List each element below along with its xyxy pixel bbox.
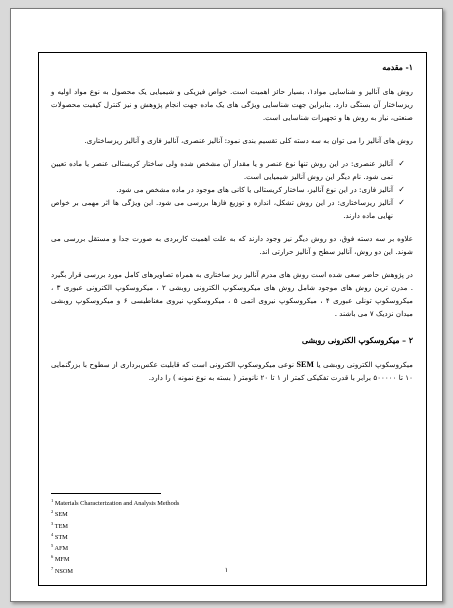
footnotes: [51, 497, 251, 576]
research-scope-paragraph: در پژوهش حاضر سعی شده است روش های مدرم آنالیز ریز ساختاری به همراه تصاویرهای کامل مورد بررسی قرار بگیرد . مدرن ترین روش های موجود شامل روش های میکروسکوپ الکترونی روبشی ۲ ، میکروسکوپ الکترونی عبوری ۳ ، میکروسکوپ تونلی عبوری ۴ ، میکروسکوپ نیروی اتمی ۵ ، میکروسکوپ نیروی مغناطیسی ۶ و میکروسکوپ روبشی میدان نزدیک ۷ می باشند .: [51, 270, 414, 318]
check-icon: ✓: [398, 198, 405, 207]
section-heading-sem: ۲ – میکروسکوپ الکترونی روبشی: [301, 336, 413, 345]
list-item-text: آنالیز ریزساختاری: در این روش تشکل، اندازه و توزیع فازها بررسی می شود. این ویژگی ها اثر مهمی بر خواص نهایی ماده دارند.: [51, 198, 393, 220]
footnote-separator: [51, 493, 161, 494]
list-item: [51, 196, 405, 222]
additional-methods-paragraph: علاوه بر سه دسته فوق، دو روش دیگر نیز وجود دارند که به علت اهمیت کاربردی به صورت جدا و مستقل بررسی می شوند. این دو روش، آنالیز سطح و آنالیز حرارتی اند.: [51, 234, 413, 256]
footnote: $^4$ STM: [51, 531, 68, 541]
sem-abbreviation: SEM: [296, 360, 314, 369]
document-page: [10, 8, 443, 602]
list-item-text: آنالیز فازی: در این نوع آنالیز، ساختار کریستالی یا کانی های موجود در ماده مشخص می شود.: [116, 185, 393, 194]
footnote: $^3$ TEM: [51, 520, 69, 530]
sem-paragraph: [51, 358, 413, 384]
list-item: [51, 183, 405, 196]
analysis-type-list: [51, 157, 413, 222]
check-icon: ✓: [398, 185, 405, 194]
analysis-types-paragraph: روش های آنالیز را می توان به سه دسته کلی تقسیم بندی نمود: آنالیز عنصری، آنالیز فازی و آنالیز ریزساختاری.: [84, 136, 413, 145]
footnote: $^1$ Materials Characterization and Analysis Methods: [51, 498, 180, 508]
list-item-text: آنالیز عنصری: در این روش تنها نوع عنصر و یا مقدار آن مشخص شده ولی ساختار کریستالی عنصر یا ماده تعیین نمی شود. نام دیگر این روش آنالیز شیمیایی است.: [51, 159, 393, 181]
sem-text-end: نوعی میکروسکوپ الکترونی است که قابلیت عکس‌برداری از سطوح با بزرگنمایی ۱۰ تا ۵۰۰۰۰۰ برابر با قدرت تفکیکی کمتر از ۱ تا ۲۰ نانومتر ( بسته به نوع نمونه ) را دارد.: [51, 360, 413, 382]
footnote: $^6$ MFM: [51, 554, 70, 564]
sem-text-start: میکروسکوپ الکترونی روبشی یا: [313, 360, 413, 369]
footnote: $^2$ SEM: [51, 509, 68, 519]
page-body: [51, 61, 413, 394]
footnote: $^5$ AFM: [51, 543, 69, 553]
page-number: ۱: [224, 566, 229, 574]
check-icon: ✓: [398, 159, 405, 168]
section-heading-introduction: ۱- مقدمه: [382, 63, 413, 72]
footnote: $^7$ NSOM: [51, 565, 74, 575]
intro-paragraph: روش های آنالیز و شناسایی مواد۱، بسیار حائز اهمیت است. خواص فیزیکی و شیمیایی یک محصول به نوع مواد اولیه و ریزساختار آن بستگی دارد. بنابراین جهت شناسایی ویژگی های یک ماده جهت انجام پژوهش و نیز کنترل کیفیت محصولات صنعتی، نیاز به روش ها و تجهیزات شناسایی است.: [51, 87, 413, 122]
list-item: [51, 157, 405, 183]
